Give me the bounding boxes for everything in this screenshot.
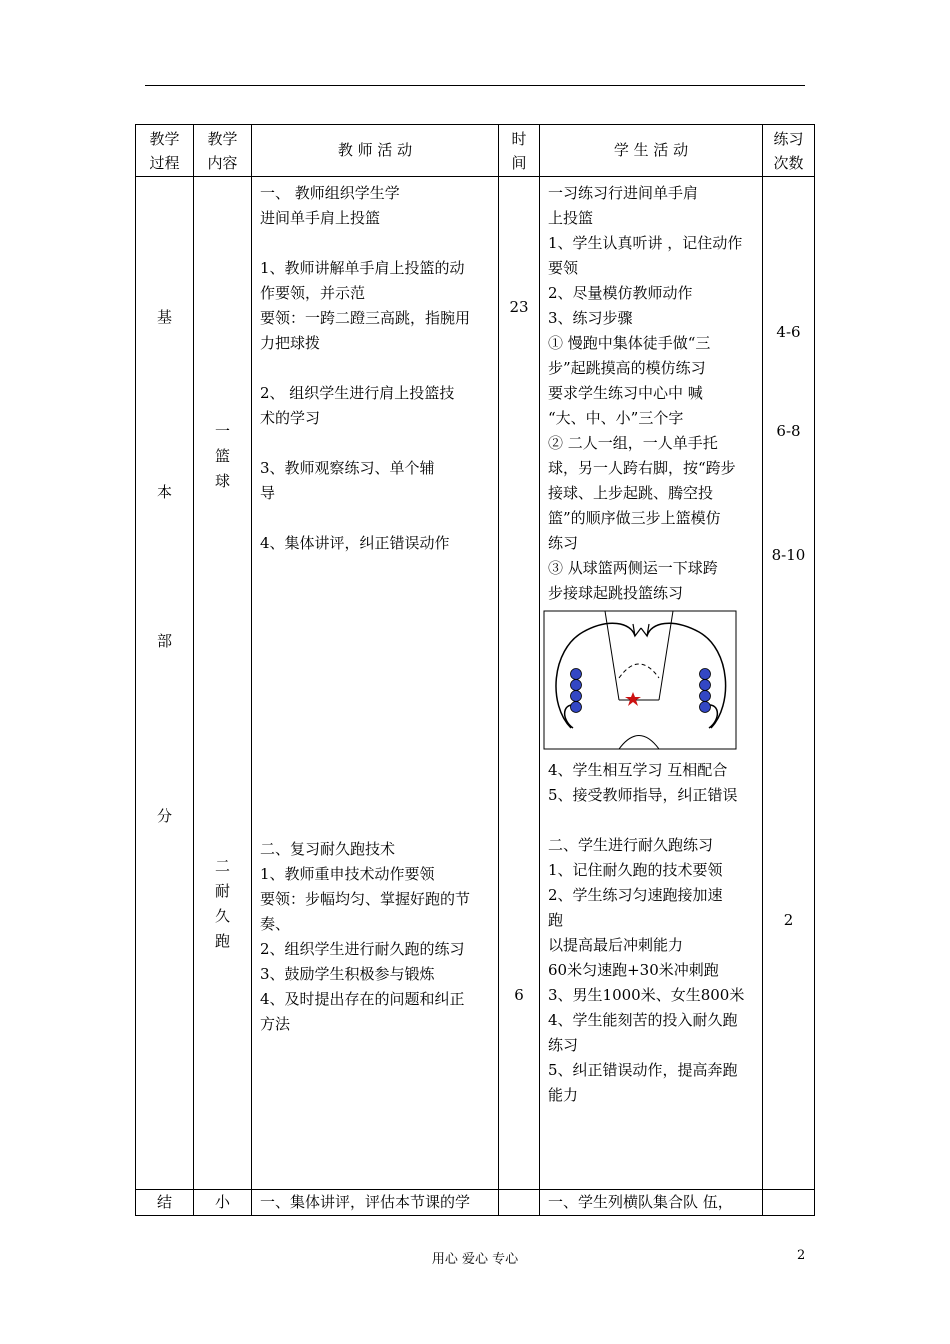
student-line: 接球、上步起跳、腾空投 <box>548 484 714 502</box>
teacher-line: 方法 <box>260 1015 291 1033</box>
arrow-head-right <box>641 624 649 636</box>
teacher-line: 1、教师讲解单手肩上投篮的动 <box>260 259 465 277</box>
content-item-endurance <box>194 494 251 954</box>
student-line: 步接球起跳投篮练习 <box>548 584 684 602</box>
student-line: 1、记住耐久跑的技术要领 <box>548 861 723 879</box>
student-line: 4、学生相互学习 互相配合 <box>548 761 728 779</box>
header-teacher: 教 师 活 动 <box>252 125 499 177</box>
lane-line-left <box>605 611 619 700</box>
summary-student-text: 一、学生列横队集合队 伍， <box>548 1193 733 1211</box>
teacher-line: 奏、 <box>260 915 291 933</box>
header-count <box>763 125 815 177</box>
player-marker <box>700 702 711 713</box>
student-line: 5、纠正错误动作，提高奔跑 <box>548 1061 738 1079</box>
teacher-line: 3、鼓励学生积极参与锻炼 <box>260 965 435 983</box>
time-basketball: 23 <box>509 298 529 316</box>
student-line: 2、学生练习匀速跑接加速 <box>548 886 723 904</box>
teacher-line: 2、 组织学生进行肩上投篮技 <box>260 384 455 402</box>
teacher-line: 二、复习耐久跑技术 <box>260 840 396 858</box>
player-marker <box>571 691 582 702</box>
header-text: 次数 <box>773 153 804 172</box>
footer-motto: 用心 爱心 专心 <box>431 1252 519 1267</box>
teacher-line: 4、集体讲评，纠正错误动作 <box>260 534 450 552</box>
count-cell <box>763 177 815 1190</box>
student-line: “大、中、小”三个字 <box>548 409 684 427</box>
teacher-line: 2、组织学生进行耐久跑的练习 <box>260 940 465 958</box>
student-line: 要领 <box>548 259 579 277</box>
summary-row <box>136 1190 815 1216</box>
teacher-line <box>260 231 490 256</box>
player-column-left <box>571 669 582 713</box>
header-process <box>136 125 194 177</box>
student-line: 练习 <box>548 534 579 552</box>
summary-count <box>763 1190 815 1216</box>
center-circle <box>619 736 659 750</box>
teacher-activity-cell <box>252 177 499 1190</box>
top-rule <box>145 85 805 86</box>
student-line: 篮”的顺序做三步上篮模仿 <box>548 509 721 527</box>
header-content <box>194 125 252 177</box>
section-char: 分 <box>156 807 172 825</box>
student-activity-basketball <box>540 177 762 606</box>
player-marker <box>571 669 582 680</box>
arrow-head-left <box>633 624 641 636</box>
time-cell <box>499 177 540 1190</box>
header-text: 教学 <box>207 129 238 148</box>
teacher-line: 1、教师重申技术动作要领 <box>260 865 435 883</box>
summary-content: 小 <box>194 1190 252 1216</box>
student-activity-endurance <box>540 808 762 1108</box>
student-line: 5、接受教师指导，纠正错误 <box>548 786 738 804</box>
movement-path-right <box>647 623 726 728</box>
teacher-line <box>260 506 490 531</box>
student-line: ② 二人一组，一人单手托 <box>548 434 718 452</box>
time-endurance: 6 <box>514 986 524 1004</box>
lesson-plan-table <box>135 124 815 1216</box>
summary-process: 结 <box>136 1190 194 1216</box>
summary-teacher <box>252 1190 499 1216</box>
teacher-line: 术的学习 <box>260 409 321 427</box>
section-char: 部 <box>156 632 172 650</box>
content-char: 球 <box>214 472 230 490</box>
player-marker <box>700 691 711 702</box>
student-line: 能力 <box>548 1086 579 1104</box>
content-cell <box>194 177 252 1190</box>
teacher-line: 力把球拨 <box>260 334 321 352</box>
player-marker <box>571 702 582 713</box>
student-line: 练习 <box>548 1036 579 1054</box>
header-row <box>136 125 815 177</box>
student-line: 球，另一人跨右脚，按“跨步 <box>548 459 736 477</box>
teacher-line: 导 <box>260 484 276 502</box>
section-char: 基 <box>156 308 172 326</box>
student-line: 4、学生能刻苦的投入耐久跑 <box>548 1011 738 1029</box>
section-label <box>136 177 193 829</box>
student-line: 上投篮 <box>548 209 594 227</box>
teacher-activity-basketball <box>252 177 498 556</box>
teacher-line: 要领：一跨二蹬三高跳，指腕用 <box>260 309 471 327</box>
content-char: 久 <box>214 907 230 925</box>
teacher-line: 3、教师观察练习、单个辅 <box>260 459 435 477</box>
header-text: 时 <box>511 129 527 148</box>
count-value: 6-8 <box>776 422 801 440</box>
free-throw-arc <box>619 664 659 678</box>
content-char: 二 <box>214 857 230 875</box>
count-value: 4-6 <box>776 323 801 341</box>
teacher-line: 4、及时提出存在的问题和纠正 <box>260 990 465 1008</box>
count-value: 2 <box>783 911 794 929</box>
student-line: 要求学生练习中心中 喊 <box>548 384 703 402</box>
count-value: 8-10 <box>771 546 806 564</box>
summary-student <box>540 1190 763 1216</box>
teacher-line: 要领：步幅均匀、掌握好跑的节 <box>260 890 471 908</box>
player-marker <box>700 680 711 691</box>
content-char: 跑 <box>214 932 230 950</box>
movement-path-left <box>556 623 635 728</box>
student-line: 一习练习行进间单手肩 <box>548 184 699 202</box>
student-line: 跑 <box>548 911 564 929</box>
header-text: 教学 <box>149 129 180 148</box>
student-line: 以提高最后冲刺能力 <box>548 936 684 954</box>
content-item-basketball <box>194 177 251 494</box>
teacher-line: 作要领，并示范 <box>260 284 366 302</box>
student-line: 1、学生认真听讲 ，记住动作 <box>548 234 743 252</box>
body-row <box>136 177 815 1190</box>
page-number: 2 <box>797 1248 806 1263</box>
teacher-activity-endurance <box>252 556 498 1037</box>
section-char: 本 <box>156 483 172 501</box>
summary-teacher-text: 一、集体讲评，评估本节课的学 <box>260 1193 471 1211</box>
student-line: ③ 从球篮两侧运一下球跨 <box>548 559 718 577</box>
teacher-line: 进间单手肩上投篮 <box>260 209 381 227</box>
student-line: 60米匀速跑+30米冲刺跑 <box>548 961 719 979</box>
student-line: ① 慢跑中集体徒手做“三 <box>548 334 711 352</box>
summary-time <box>499 1190 540 1216</box>
student-line: 步”起跳摸高的模仿练习 <box>548 359 706 377</box>
header-text: 间 <box>511 153 527 172</box>
content-char: 篮 <box>214 447 230 465</box>
player-marker <box>571 680 582 691</box>
teacher-line <box>260 356 490 381</box>
content-char: 一 <box>214 422 230 440</box>
header-text: 练习 <box>773 129 804 148</box>
layup-drill-diagram <box>543 610 739 752</box>
teacher-line <box>260 431 490 456</box>
student-activity-basketball-cont <box>540 752 762 808</box>
teacher-line: 一、 教师组织学生学 <box>260 184 400 202</box>
section-cell <box>136 177 194 1190</box>
student-activity-cell <box>540 177 763 1190</box>
student-line: 3、练习步骤 <box>548 309 633 327</box>
header-student: 学 生 活 动 <box>540 125 763 177</box>
student-line: 2、尽量模仿教师动作 <box>548 284 693 302</box>
player-column-right <box>700 669 711 713</box>
basket-star-marker <box>625 692 641 706</box>
player-marker <box>700 669 711 680</box>
header-text: 过程 <box>149 153 180 172</box>
header-time <box>499 125 540 177</box>
header-text: 内容 <box>207 153 238 172</box>
content-char: 耐 <box>214 882 230 900</box>
student-line: 3、男生1000米、女生800米 <box>548 986 745 1004</box>
student-line: 二、学生进行耐久跑练习 <box>548 836 714 854</box>
